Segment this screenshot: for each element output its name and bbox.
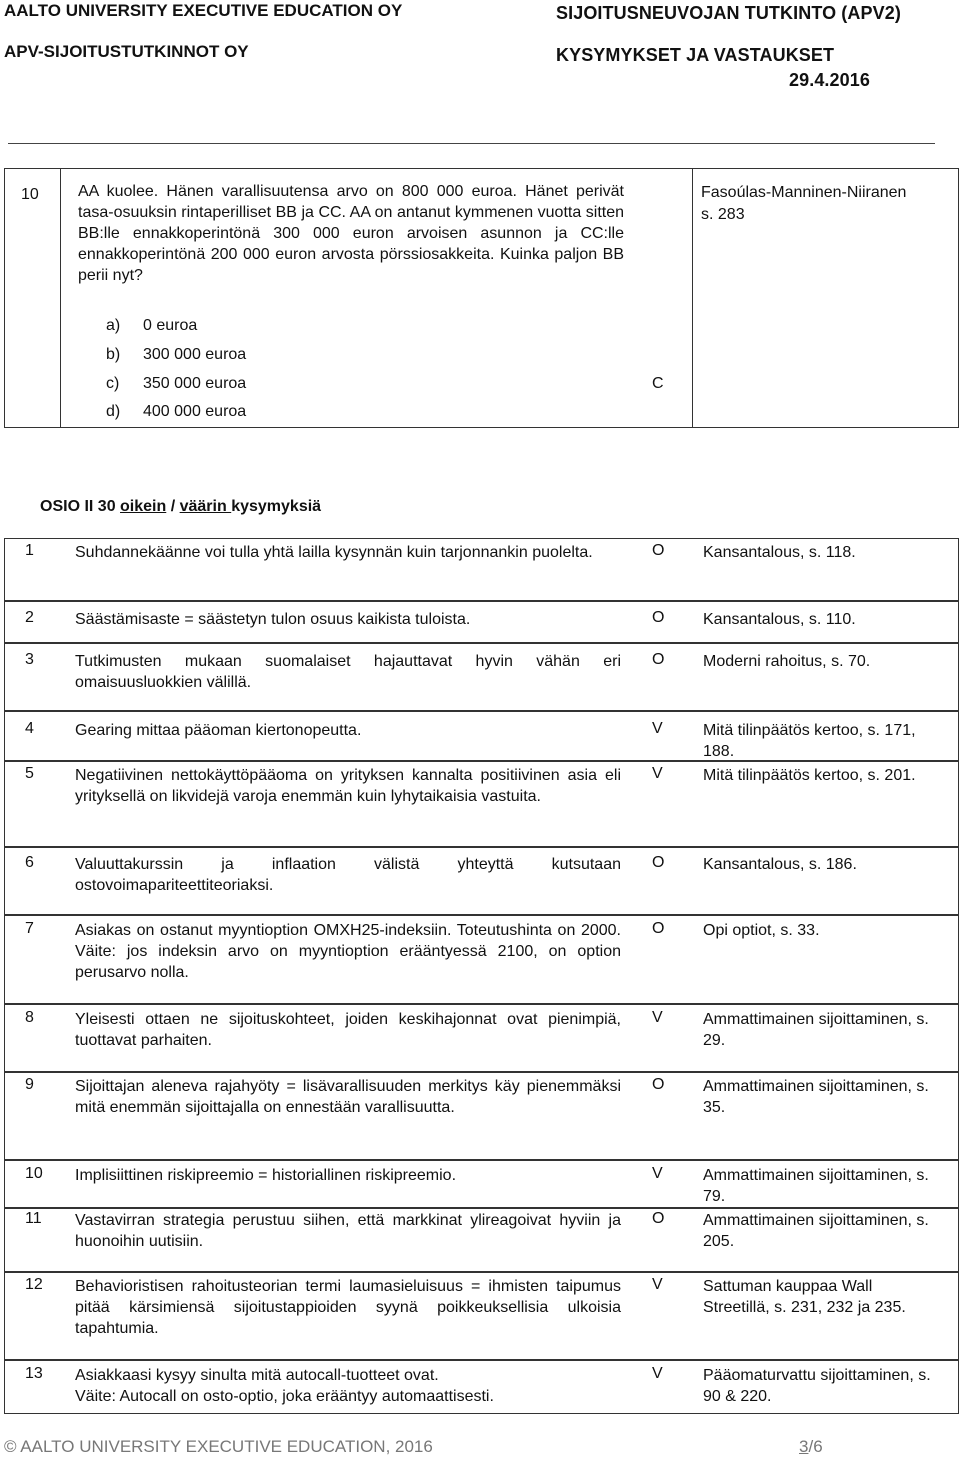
question-number: 1	[25, 542, 34, 559]
question-text: Implisiittinen riskipreemio = historiallinen riskipreemio.	[75, 1167, 457, 1184]
question-number: 12	[25, 1276, 43, 1293]
question-number: 8	[25, 1009, 34, 1026]
question-text: Negatiivinen nettokäyttöpääoma on yrityksen kannalta positiivinen asia eli yrityksellä on likvidejä varoja enemmän kuin lyhytaikaisia vastuita.	[75, 767, 621, 805]
question-claim-line: Väite: Autocall on osto-optio, joka erääntyy automaattisesti.	[75, 1388, 494, 1405]
reference-text: Sattuman kauppaa Wall Streetillä, s. 231, 232 ja 235.	[703, 1278, 906, 1316]
question-number: 9	[25, 1076, 34, 1093]
question-text: AA kuolee. Hänen varallisuutensa arvo on 800 000 euroa. Hänet perivät tasa-osuuksin rintaperilliset BB ja CC. AA on antanut kymmenen vuotta sitten BB:lle ennakkoperintönä 300 000 euron arvoisen asunnon ja CC:lle ennakkoperintönä 200 000 euron arvosta pörssiosakkeita. Kuinka paljon BB perii nyt?	[78, 183, 624, 284]
question-row	[4, 915, 959, 1004]
question-number: 4	[25, 720, 34, 737]
section-title	[40, 498, 321, 516]
column-divider	[692, 169, 693, 427]
section-suffix: kysymyksiä	[231, 498, 322, 515]
answer-key: V	[652, 720, 663, 737]
question-text: Yleisesti ottaen ne sijoituskohteet, joiden keskihajonnat ovat pienimpiä, tuottavat parhaiten.	[75, 1011, 621, 1049]
question-text	[75, 1365, 621, 1407]
page-separator: /	[808, 1437, 814, 1456]
reference-text: Moderni rahoitus, s. 70.	[703, 653, 871, 670]
question-text: Suhdannekäänne voi tulla yhtä lailla kysynnän kuin tarjonnankin puolelta.	[75, 544, 593, 561]
reference-text: Ammattimainen sijoittaminen, s. 35.	[703, 1078, 929, 1116]
reference-text: Ammattimainen sijoittaminen, s. 205.	[703, 1212, 929, 1250]
section-separator: /	[166, 498, 180, 515]
question-text: Behavioristisen rahoitusteorian termi laumasieluisuus = ihmisten taipumus pitää kärsimiensä sijoitustappioiden syynä poikkeuksellisia ulkoisia tapahtumia.	[75, 1278, 621, 1337]
option-letter: d)	[106, 403, 121, 420]
question-text: Säästämisaste = säästetyn tulon osuus kaikista tuloista.	[75, 611, 471, 628]
page-total: 6	[813, 1437, 823, 1456]
option-text: 0 euroa	[143, 317, 198, 334]
reference-text: Mitä tilinpäätös kertoo, s. 201.	[703, 767, 916, 784]
exam-title: SIJOITUSNEUVOJAN TUTKINTO (APV2)	[556, 3, 901, 23]
answer-key: V	[652, 1276, 663, 1293]
answer-key: O	[652, 609, 665, 626]
option-letter: b)	[106, 346, 121, 363]
answer-key: O	[652, 854, 665, 871]
question-row	[4, 711, 959, 761]
footer-copyright: © AALTO UNIVERSITY EXECUTIVE EDUCATION, 2016	[4, 1437, 433, 1456]
reference-text: Kansantalous, s. 110.	[703, 611, 856, 628]
option-letter: c)	[106, 375, 120, 392]
answer-key: O	[652, 651, 665, 668]
answer-key: C	[652, 375, 664, 392]
reference-text: Ammattimainen sijoittaminen, s. 79.	[703, 1167, 929, 1205]
question-number: 11	[25, 1210, 42, 1227]
question-row	[4, 761, 959, 847]
org-line-2: APV-SIJOITUSTUTKINNOT OY	[4, 42, 249, 61]
question-row	[4, 1208, 959, 1272]
page-number	[799, 1437, 823, 1457]
reference-page: s. 283	[701, 206, 745, 223]
question-number: 5	[25, 765, 34, 782]
question-text: Gearing mittaa pääoman kiertonopeutta.	[75, 722, 362, 739]
answer-key: V	[652, 1165, 663, 1182]
doc-title: KYSYMYKSET JA VASTAUKSET	[556, 45, 835, 65]
section-word-true: oikein	[120, 498, 167, 515]
question-row	[4, 601, 959, 643]
question-text-line: Asiakkaasi kysyy sinulta mitä autocall-tuotteet ovat.	[75, 1367, 439, 1384]
question-number: 2	[25, 609, 34, 626]
question-text: Tutkimusten mukaan suomalaiset hajauttavat hyvin vähän eri omaisuusluokkien välillä.	[75, 653, 621, 691]
reference-text: Ammattimainen sijoittaminen, s. 29.	[703, 1011, 929, 1049]
org-line-1: AALTO UNIVERSITY EXECUTIVE EDUCATION OY	[4, 1, 403, 20]
reference-text: Kansantalous, s. 186.	[703, 856, 857, 873]
option-text: 300 000 euroa	[143, 346, 247, 363]
answer-key: V	[652, 1365, 663, 1382]
answer-key: V	[652, 1009, 663, 1026]
option-letter: a)	[106, 317, 121, 334]
answer-key: O	[652, 1076, 665, 1093]
page-current: 3	[799, 1437, 809, 1456]
question-row	[4, 643, 959, 711]
option-text: 400 000 euroa	[143, 403, 247, 420]
question-row	[4, 538, 959, 601]
question-number: 13	[25, 1365, 43, 1382]
header-rule	[8, 143, 935, 144]
question-text: Vastavirran strategia perustuu siihen, että markkinat ylireagoivat hyviin ja huonoihin uutisiin.	[75, 1212, 621, 1250]
question-row	[4, 847, 959, 915]
section-prefix: OSIO II 30	[40, 498, 121, 515]
question-text: Valuuttakurssin ja inflaation välistä yhteyttä kutsutaan ostovoimapariteettiteoriaksi.	[75, 856, 621, 894]
reference-text: Opi optiot, s. 33.	[703, 922, 820, 939]
question-number: 6	[25, 854, 34, 871]
question-row	[4, 1272, 959, 1360]
answer-key: O	[652, 542, 665, 559]
question-number: 3	[25, 651, 34, 668]
question-text: Sijoittajan aleneva rajahyöty = lisävarallisuuden merkitys käy pienemmäksi mitä enemmän sijoittajalla on ennestään varallisuutta.	[75, 1078, 621, 1116]
question-row	[4, 1360, 959, 1414]
reference-text: Fasoúlas-Manninen-Niiranen	[701, 184, 907, 201]
question-row	[4, 1072, 959, 1160]
option-text: 350 000 euroa	[143, 375, 247, 392]
answer-key: O	[652, 920, 665, 937]
section-word-false: väärin	[179, 498, 232, 515]
question-number: 7	[25, 920, 34, 937]
question-text: Asiakas on ostanut myyntioption OMXH25-indeksiin. Toteutushinta on 2000. Väite: jos indeksin arvo on myyntioption erääntyessä 2100, on option perusarvo nolla.	[75, 922, 621, 981]
answer-key: V	[652, 765, 663, 782]
question-10-box	[4, 168, 959, 428]
question-number: 10	[21, 186, 39, 203]
question-number: 10	[25, 1165, 43, 1182]
question-row	[4, 1160, 959, 1208]
reference-text: Pääomaturvattu sijoittaminen, s. 90 & 220.	[703, 1367, 931, 1405]
question-row	[4, 1004, 959, 1072]
column-divider	[60, 169, 61, 427]
reference-text: Mitä tilinpäätös kertoo, s. 171, 188.	[703, 722, 916, 760]
doc-date: 29.4.2016	[789, 70, 870, 90]
reference-text: Kansantalous, s. 118.	[703, 544, 856, 561]
answer-key: O	[652, 1210, 665, 1227]
